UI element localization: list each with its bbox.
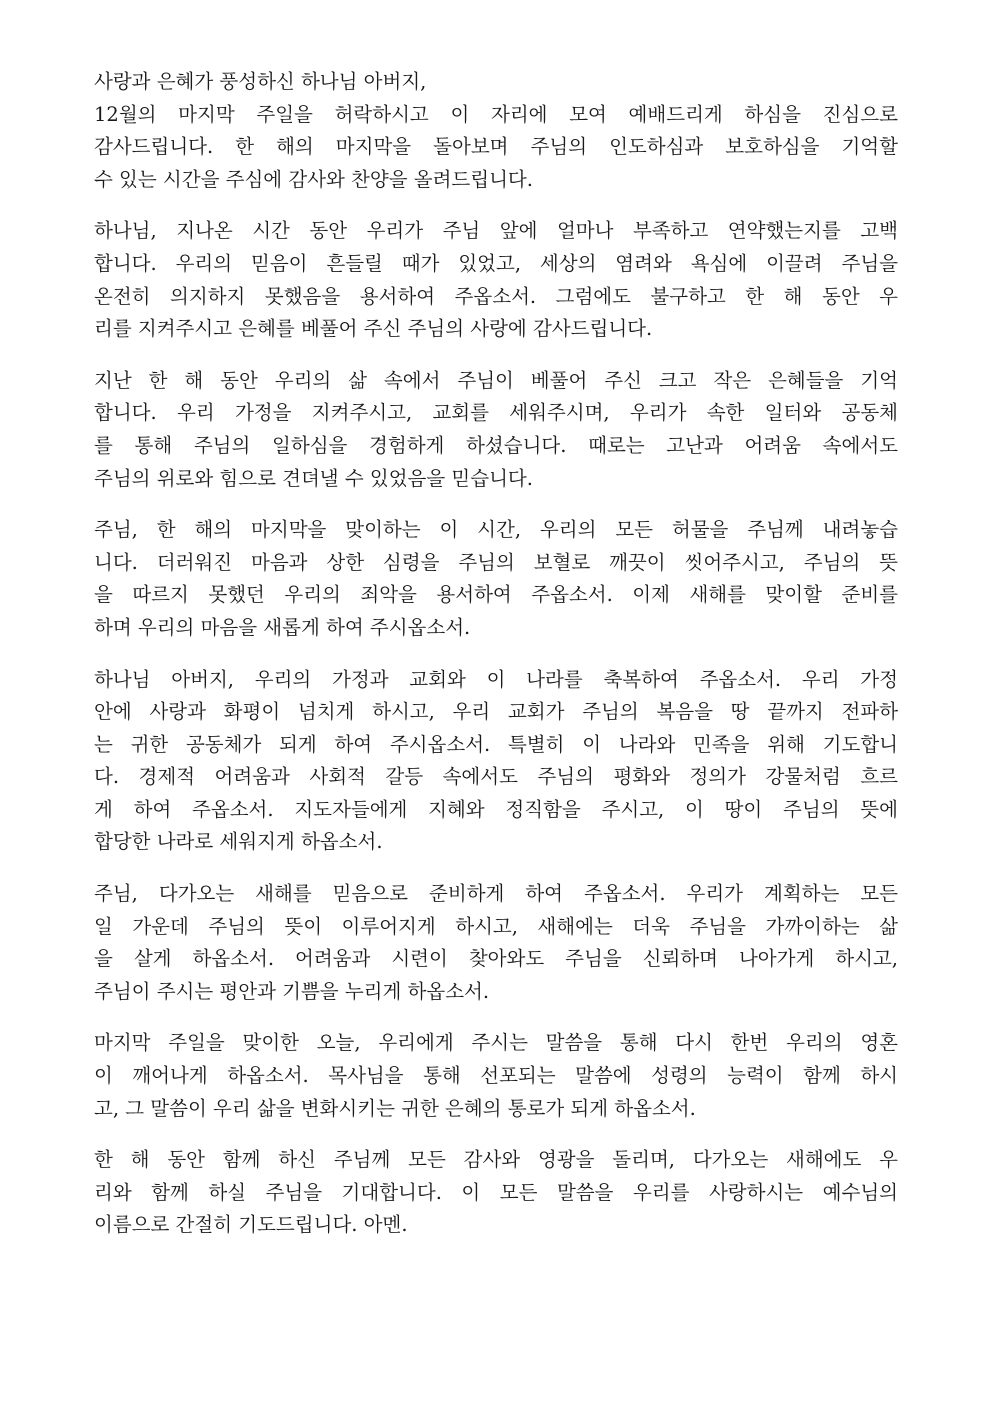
paragraph-3 <box>94 365 898 495</box>
paragraph-7 <box>94 1027 898 1125</box>
text-line: 하나님 아버지, 우리의 가정과 교회와 이 나라를 축복하여 주옵소서. 우리 가정 <box>94 667 898 691</box>
text-line: 니다. 더러워진 마음과 상한 심령을 주님의 보혈로 깨끗이 씻어주시고, 주님의 뜻 <box>94 550 898 574</box>
text-line: 사랑과 은혜가 풍성하신 하나님 아버지, <box>94 70 427 93</box>
paragraph-1 <box>94 66 898 196</box>
text-line: 온전히 의지하지 못했음을 용서하여 주옵소서. 그럼에도 불구하고 한 해 동안 우 <box>94 284 898 308</box>
paragraph-6 <box>94 878 898 1008</box>
text-line: 감사드립니다. 한 해의 마지막을 돌아보며 주님의 인도하심과 보호하심을 기억할 <box>94 135 898 159</box>
text-line: 주님, 한 해의 마지막을 맞이하는 이 시간, 우리의 모든 허물을 주님께 내려놓습 <box>94 518 898 542</box>
prayer-document <box>94 66 898 1261</box>
text-line: 주님의 위로와 힘으로 견뎌낼 수 있었음을 믿습니다. <box>94 466 533 490</box>
paragraph-5 <box>94 664 898 860</box>
paragraph-2 <box>94 215 898 345</box>
text-line: 하나님, 지나온 시간 동안 우리가 주님 앞에 얼마나 부족하고 연약했는지를 고백 <box>94 219 898 243</box>
text-line: 을 살게 하옵소서. 어려움과 시련이 찾아와도 주님을 신뢰하며 나아가게 하시고, <box>94 947 898 971</box>
text-line: 지난 한 해 동안 우리의 삶 속에서 주님이 베풀어 주신 크고 작은 은혜들을 기억 <box>94 368 898 392</box>
paragraph-8 <box>94 1144 898 1242</box>
text-line: 고, 그 말씀이 우리 삶을 변화시키는 귀한 은혜의 통로가 되게 하옵소서. <box>94 1096 696 1120</box>
text-line: 주님이 주시는 평안과 기쁨을 누리게 하옵소서. <box>94 979 490 1003</box>
text-line: 안에 사랑과 화평이 넘치게 하시고, 우리 교회가 주님의 복음을 땅 끝까지 전파하 <box>94 700 898 724</box>
text-line: 합당한 나라로 세워지게 하옵소서. <box>94 830 383 854</box>
text-line: 일 가운데 주님의 뜻이 이루어지게 하시고, 새해에는 더욱 주님을 가까이하는 삶 <box>94 914 898 938</box>
text-line: 마지막 주일을 맞이한 오늘, 우리에게 주시는 말씀을 통해 다시 한번 우리의 영혼 <box>94 1031 898 1055</box>
text-line: 리를 지켜주시고 은혜를 베풀어 주신 주님의 사랑에 감사드립니다. <box>94 317 653 341</box>
text-line: 게 하여 주옵소서. 지도자들에게 지혜와 정직함을 주시고, 이 땅이 주님의 뜻에 <box>94 797 898 821</box>
text-line: 수 있는 시간을 주심에 감사와 찬양을 올려드립니다. <box>94 167 533 191</box>
text-line: 리와 함께 하실 주님을 기대합니다. 이 모든 말씀을 우리를 사랑하시는 예수님의 <box>94 1180 898 1204</box>
text-line: 주님, 다가오는 새해를 믿음으로 준비하게 하여 주옵소서. 우리가 계획하는 모든 <box>94 882 898 906</box>
text-line: 합니다. 우리 가정을 지켜주시고, 교회를 세워주시며, 우리가 속한 일터와 공동체 <box>94 401 898 425</box>
text-line: 한 해 동안 함께 하신 주님께 모든 감사와 영광을 돌리며, 다가오는 새해에도 우 <box>94 1148 898 1172</box>
text-line: 합니다. 우리의 믿음이 흔들릴 때가 있었고, 세상의 염려와 욕심에 이끌려 주님을 <box>94 251 898 275</box>
text-line: 하며 우리의 마음을 새롭게 하여 주시옵소서. <box>94 615 471 639</box>
text-line: 12월의 마지막 주일을 허락하시고 이 자리에 모여 예배드리게 하심을 진심으로 <box>94 102 898 126</box>
paragraph-4 <box>94 514 898 644</box>
text-line: 다. 경제적 어려움과 사회적 갈등 속에서도 주님의 평화와 정의가 강물처럼 흐르 <box>94 765 898 789</box>
text-line: 를 통해 주님의 일하심을 경험하게 하셨습니다. 때로는 고난과 어려움 속에서도 <box>94 433 898 457</box>
text-line: 이름으로 간절히 기도드립니다. 아멘. <box>94 1213 408 1237</box>
text-line: 이 깨어나게 하옵소서. 목사님을 통해 선포되는 말씀에 성령의 능력이 함께 하시 <box>94 1064 898 1088</box>
text-line: 을 따르지 못했던 우리의 죄악을 용서하여 주옵소서. 이제 새해를 맞이할 준비를 <box>94 583 898 607</box>
text-line: 는 귀한 공동체가 되게 하여 주시옵소서. 특별히 이 나라와 민족을 위해 기도합니 <box>94 732 898 756</box>
